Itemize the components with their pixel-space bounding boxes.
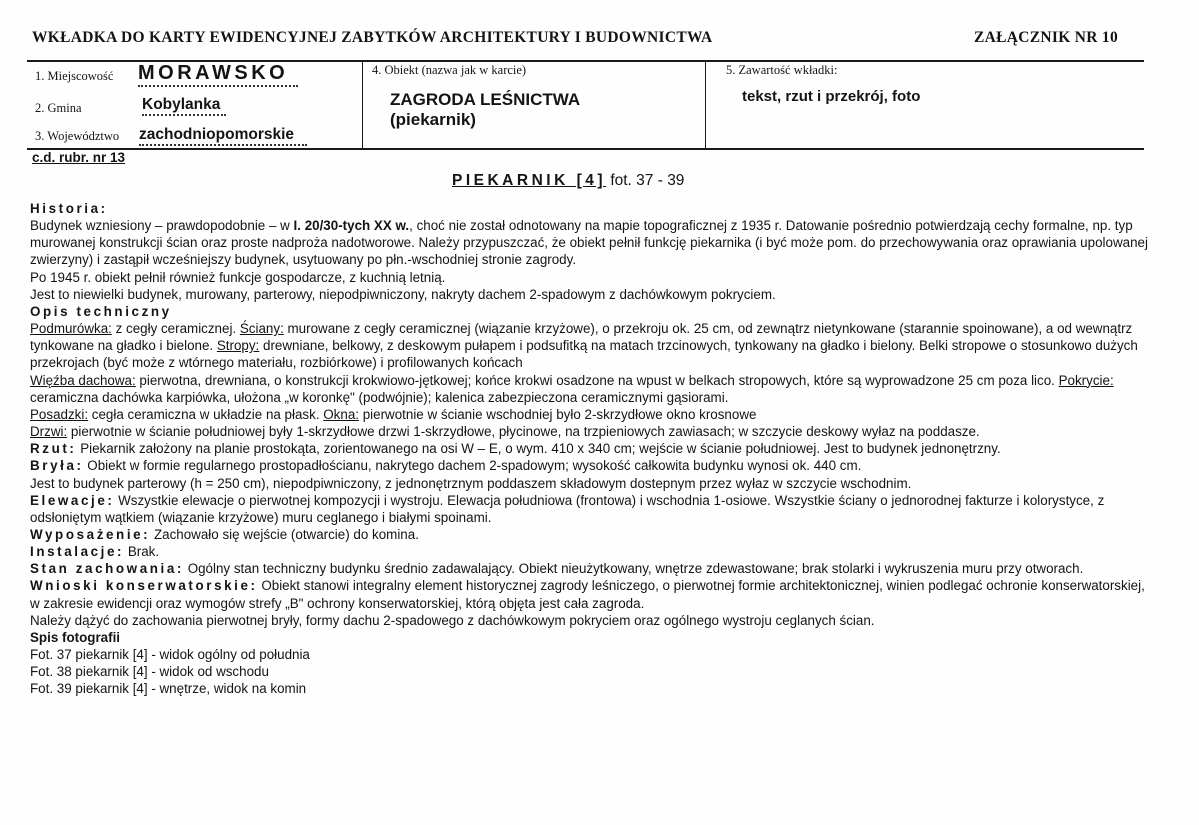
continuation-note: c.d. rubr. nr 13 — [32, 150, 126, 165]
section-name: PIEKARNIK [4] — [452, 172, 607, 189]
wnioski-text: Obiekt stanowi integralny element historycznej zagrody leśniczego, o pierwotnej formie architektonicznej, winien podlegać ochronie konserwatorskiej, w zakresie ewidencji oraz wymogów strefy „B" ochrony konserwatorskiej, którą objęta jest cała zagroda. — [30, 578, 1145, 611]
bryla-paragraph — [30, 457, 1148, 474]
document-title: WKŁADKA DO KARTY EWIDENCYJNEJ ZABYTKÓW ARCHITEKTURY I BUDOWNICTWA — [32, 29, 713, 46]
bryla-paragraph-2: Jest to budynek parterowy (h = 250 cm), niepodpiwniczony, z jednonętrznym poddaszem składowym dostepnym przez wyłaz w szczycie wschodnim. — [30, 475, 912, 491]
bryla-text: Obiekt w formie regularnego prostopadłościanu, nakrytego dachem 2-spadowym; wysokość całkowita budynku wynosi ok. 440 cm. — [83, 458, 862, 474]
instalacje-heading: Instalacje: — [30, 544, 125, 560]
historia-postwar: Po 1945 r. obiekt pełnił również funkcje gospodarcze, z kuchnią letnią. — [30, 269, 446, 285]
wyposazenie-paragraph — [30, 526, 1148, 543]
podmurowka-label: Podmurówka: — [30, 321, 112, 337]
obiekt-label: 4. Obiekt (nazwa jak w karcie) — [372, 63, 527, 77]
zawartosc-value: tekst, rzut i przekrój, foto — [742, 88, 921, 105]
table-bottom-border — [27, 148, 1144, 150]
instalacje-paragraph — [30, 543, 1148, 560]
sciany-label: Ściany: — [239, 321, 284, 337]
historia-heading: Historia: — [30, 201, 108, 216]
okna-label: Okna: — [323, 406, 359, 422]
attachment-number: ZAŁĄCZNIK NR 10 — [974, 29, 1119, 46]
stan-paragraph — [30, 560, 1148, 577]
doors-paragraph — [30, 423, 1148, 440]
bryla-heading: Bryła: — [30, 458, 84, 474]
pokrycie-text: ceramiczna dachówka karpiówka, ułożona „w koronkę" (podwójnie); kalenica zabezpieczona ceramicznymi gąsiorami. — [30, 389, 729, 405]
wojewodztwo-label: 3. Województwo — [35, 129, 120, 143]
wnioski-heading: Wnioski konserwatorskie: — [30, 578, 258, 594]
photo-list-item: Fot. 39 piekarnik [4] - wnętrze, widok na komin — [30, 681, 307, 697]
posadzki-text: cegła ceramiczna w układzie na płask. — [88, 406, 324, 422]
elewacje-paragraph — [30, 492, 1148, 526]
miejscowosc-label: 1. Miejscowość — [35, 69, 114, 83]
drzwi-text: pierwotnie w ścianie południowej były 1-skrzydłowe drzwi 1-skrzydłowe, płycinowe, na trzpieniowych zawiasach; w szczycie deskowy wyłaz na poddasze. — [67, 424, 980, 440]
elewacje-text: Wszystkie elewacje o pierwotnej kompozycji i wystroju. Elewacja południowa (frontowa) i wschodnia 1-osiowe. Wszystkie ściany o jednorodnej fakturze i kolorystyce, z odsłoniętym wątkiem (wiązanie krzyżowe) muru ceglanego i białymi spoinami. — [30, 492, 1105, 525]
wnioski-paragraph-2: Należy dążyć do zachowania pierwotnej bryły, formy dachu 2-spadowego z dachówkowym pokryciem oraz ogólnego wystroju ceglanych ścian. — [30, 612, 875, 628]
stan-heading: Stan zachowania: — [30, 561, 184, 577]
drzwi-label: Drzwi: — [30, 424, 68, 440]
spis-heading: Spis fotografii — [30, 629, 121, 645]
description-body — [30, 200, 1148, 698]
construction-paragraph — [30, 320, 1148, 371]
obiekt-value-name: ZAGRODA LEŚNICTWA — [390, 90, 581, 109]
pokrycie-label: Pokrycie: — [1058, 372, 1114, 388]
stropy-label: Stropy: — [216, 338, 260, 354]
historia-date: I. 20/30-tych XX w. — [293, 218, 410, 234]
podmurowka-text: z cegły ceramicznej. — [111, 321, 240, 337]
posadzki-label: Posadzki: — [30, 406, 89, 422]
stan-text: Ogólny stan techniczny budynku średnio zadawalający. Obiekt nieużytkowany, wnętrze zdewastowane; brak stolarki i wykruszenia muru przy otworach. — [183, 561, 1084, 577]
miejscowosc-value: MORAWSKO — [138, 62, 298, 87]
rzut-text: Piekarnik założony na planie prostokąta, zorientowanego na osi W – E, o wym. 410 x 340 cm; wejście w ścianie południowej. Jest to budynek jednonętrzny. — [76, 441, 1001, 457]
obiekt-value-sub: (piekarnik) — [390, 110, 476, 129]
wiezba-label: Więźba dachowa: — [30, 372, 136, 388]
historia-paragraph — [30, 217, 1148, 268]
wyposazenie-heading: Wyposażenie: — [30, 526, 151, 542]
wyposazenie-text: Zachowało się wejście (otwarcie) do komina. — [150, 526, 419, 542]
rzut-heading: Rzut: — [30, 441, 77, 457]
zawartosc-label: 5. Zawartość wkładki: — [726, 63, 838, 77]
sciany-text: murowane z cegły ceramicznej (wiązanie krzyżowe), o przekroju ok. 25 cm, od zewnątrz nietynkowane (starannie spoinowane), a od wewnątrz tynkowane na gładko i bielone. — [30, 321, 1133, 354]
stropy-text: drewniane, belkowy, z deskowym pułapem i podsufitką na matach trzcinowych, tynkowany na gładko i bielony. Belki stropowe o stosunkowo dużych przekrojach (być może z wtórnego materiału, rozbiórkowe) i profilowanych końcach — [30, 338, 1138, 371]
gmina-label: 2. Gmina — [35, 101, 82, 115]
wnioski-paragraph — [30, 577, 1148, 611]
section-title — [452, 172, 684, 190]
historia-text-c: , choć nie został odnotowany na mapie topograficznej z 1935 r. Datowanie pośrednio potwierdzają cechy formalne, np. typ murowanej konstrukcji ścian oraz proste nadproża nadotworowe. Należy przypuszczać, że obiekt pełnił funkcję piekarnika (i być może pom. do przechowywania oraz oprawiania upolowanej zwierzyny) i zastąpił wcześniejszy budynek, usytuowany po płn.-wschodniej stronie zagrody. — [30, 218, 1148, 268]
opis-heading: Opis techniczny — [30, 303, 172, 319]
okna-text: pierwotnie w ścianie wschodniej było 2-skrzydłowe okno krosnowe — [359, 406, 757, 422]
elewacje-heading: Elewacje: — [30, 492, 115, 508]
column-divider-1 — [362, 61, 363, 149]
roof-paragraph — [30, 372, 1148, 406]
wojewodztwo-value: zachodniopomorskie — [139, 126, 307, 146]
section-photos: fot. 37 - 39 — [610, 172, 685, 189]
photo-list-item: Fot. 37 piekarnik [4] - widok ogólny od południa — [30, 647, 310, 663]
column-divider-2 — [705, 61, 706, 149]
photo-list-item: Fot. 38 piekarnik [4] - widok od wschodu — [30, 664, 269, 680]
historia-summary: Jest to niewielki budynek, murowany, parterowy, niepodpiwniczony, nakryty dachem 2-spadowym z dachówkowym pokryciem. — [30, 286, 776, 302]
historia-text-a: Budynek wzniesiony – prawdopodobnie – w — [30, 218, 294, 234]
floor-window-paragraph — [30, 406, 1148, 423]
gmina-value: Kobylanka — [142, 96, 226, 116]
instalacje-text: Brak. — [124, 544, 160, 560]
rzut-paragraph — [30, 440, 1148, 457]
wiezba-text: pierwotna, drewniana, o konstrukcji krokwiowo-jętkowej; końce krokwi osadzone na wpust w belkach stropowych, które są wyprowadzone 25 cm poza lico. — [135, 372, 1059, 388]
